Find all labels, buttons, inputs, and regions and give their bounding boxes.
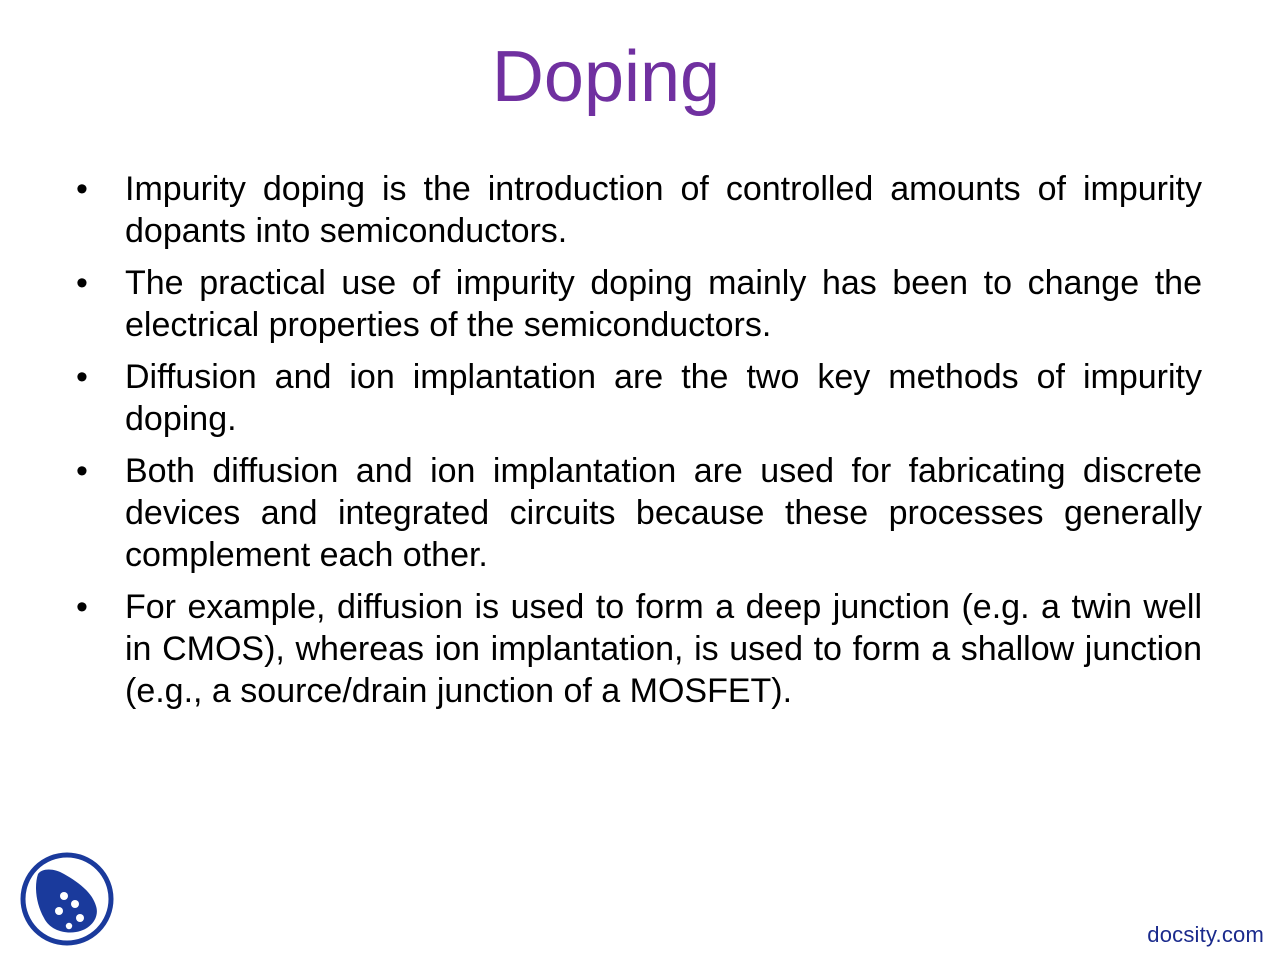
bullet-point-icon: •	[76, 588, 88, 626]
bullet-point-icon: •	[76, 452, 88, 490]
bullet-item	[76, 262, 1202, 346]
docsity-link[interactable]: docsity.com	[1147, 922, 1264, 947]
bullet-text: Diffusion and ion implantation are the two key methods of impurity doping.	[125, 358, 1202, 438]
bullet-point-icon: •	[76, 264, 88, 302]
bullet-item	[76, 586, 1202, 712]
bullet-item	[76, 168, 1202, 252]
bullet-text: The practical use of impurity doping mainly has been to change the electrical properties of the semiconductors.	[125, 264, 1202, 344]
bullet-text: Impurity doping is the introduction of controlled amounts of impurity dopants into semiconductors.	[125, 170, 1202, 250]
bullet-list	[76, 168, 1202, 722]
slide-title: Doping	[491, 37, 721, 117]
bullet-item	[76, 450, 1202, 576]
bullet-item	[76, 356, 1202, 440]
bullet-point-icon: •	[76, 170, 88, 208]
bullet-point-icon: •	[76, 358, 88, 396]
bullet-text: For example, diffusion is used to form a deep junction (e.g. a twin well in CMOS), whereas ion implantation, is used to form a shallow junction (e.g., a source/drain junction of a MOSFET).	[125, 588, 1202, 710]
bullet-text: Both diffusion and ion implantation are used for fabricating discrete devices and integrated circuits because these processes generally complement each other.	[125, 452, 1202, 574]
docsity-logo-icon	[20, 852, 114, 946]
